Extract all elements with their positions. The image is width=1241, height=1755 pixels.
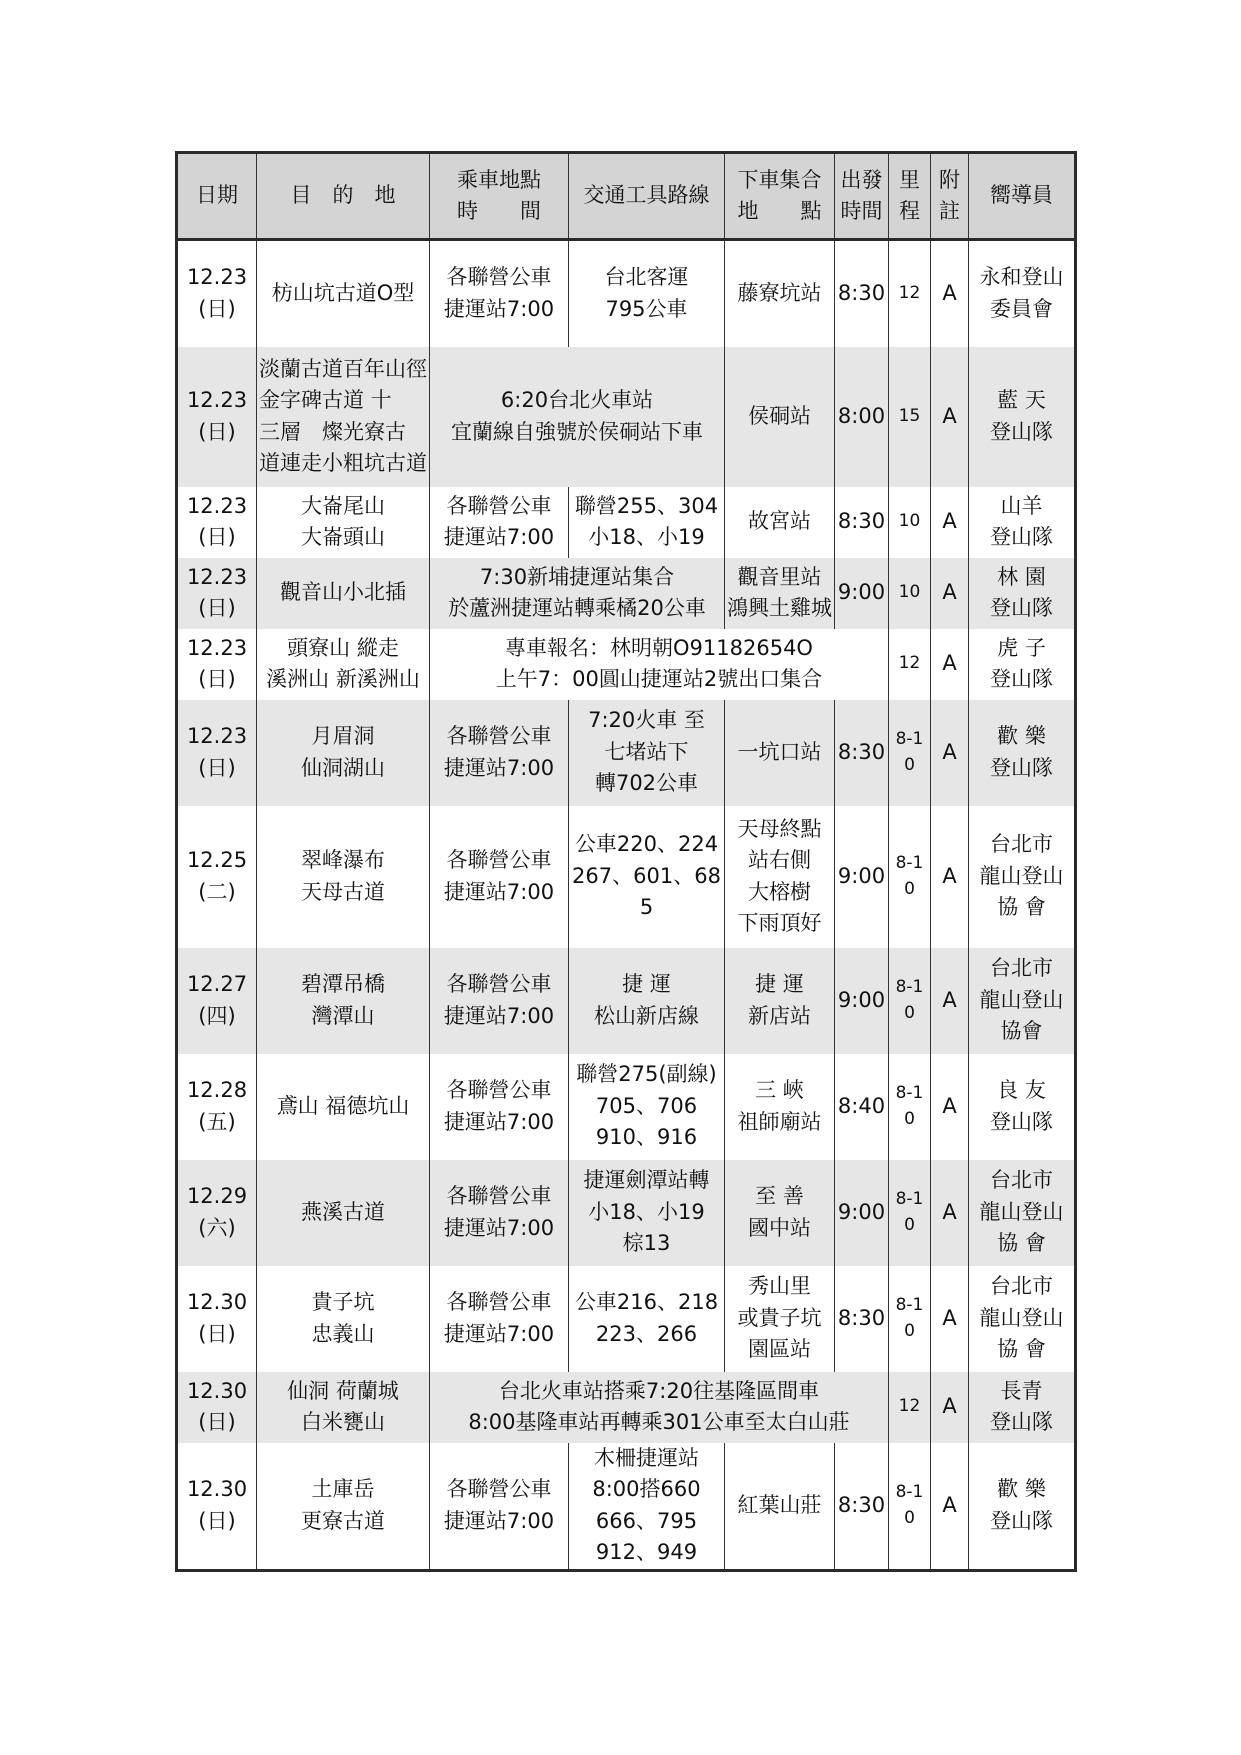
cell-meet: 一坑口站 [725, 700, 835, 806]
cell-boarding: 各聯營公車 捷運站7:00 [430, 487, 569, 558]
cell-note: A [931, 629, 969, 700]
table-row [177, 240, 1076, 347]
cell-meet: 藤寮坑站 [725, 240, 835, 347]
cell-depart: 8:30 [835, 1266, 889, 1372]
cell-boarding: 各聯營公車 捷運站7:00 [430, 806, 569, 948]
cell-boarding: 各聯營公車 捷運站7:00 [430, 1266, 569, 1372]
cell-destination: 仙洞 荷蘭城 白米甕山 [257, 1372, 430, 1443]
cell-note: A [931, 558, 969, 629]
cell-destination: 燕溪古道 [257, 1160, 430, 1266]
cell-destination: 鳶山 福德坑山 [257, 1054, 430, 1160]
cell-destination: 土庫岳 更寮古道 [257, 1443, 430, 1571]
cell-date: 12.30 (日) [177, 1443, 257, 1571]
table-row [177, 558, 1076, 629]
cell-date: 12.23 (日) [177, 700, 257, 806]
cell-depart: 9:00 [835, 558, 889, 629]
cell-guide: 歡 樂 登山隊 [969, 700, 1076, 806]
header-boarding: 乘車地點 時 間 [430, 153, 569, 240]
cell-date: 12.28 (五) [177, 1054, 257, 1160]
cell-transport: 公車216、218 223、266 [569, 1266, 725, 1372]
cell-note: A [931, 1266, 969, 1372]
cell-meet: 捷 運 新店站 [725, 948, 835, 1054]
cell-distance: 8-10 [889, 806, 931, 948]
cell-guide: 台北市 龍山登山 協 會 [969, 806, 1076, 948]
cell-boarding: 各聯營公車 捷運站7:00 [430, 1160, 569, 1266]
cell-distance: 8-10 [889, 948, 931, 1054]
cell-destination: 月眉洞 仙洞湖山 [257, 700, 430, 806]
table-row [177, 1443, 1076, 1571]
cell-date: 12.30 (日) [177, 1372, 257, 1443]
cell-date: 12.23 (日) [177, 629, 257, 700]
cell-date: 12.23 (日) [177, 487, 257, 558]
cell-destination: 淡蘭古道百年山徑 金字碑古道 十 三層 燦光寮古 道連走小粗坑古道 [257, 347, 430, 487]
cell-date: 12.23 (日) [177, 240, 257, 347]
cell-distance: 8-10 [889, 1160, 931, 1266]
cell-note: A [931, 487, 969, 558]
cell-meet: 觀音里站 鴻興土雞城 [725, 558, 835, 629]
header-depart: 出發 時間 [835, 153, 889, 240]
cell-destination: 觀音山小北插 [257, 558, 430, 629]
table-row [177, 700, 1076, 806]
cell-destination: 貴子坑 忠義山 [257, 1266, 430, 1372]
table-row [177, 629, 1076, 700]
cell-depart: 8:30 [835, 487, 889, 558]
cell-guide: 虎 子 登山隊 [969, 629, 1076, 700]
cell-note: A [931, 700, 969, 806]
cell-distance: 12 [889, 1372, 931, 1443]
header-guide: 嚮導員 [969, 153, 1076, 240]
table-row [177, 948, 1076, 1054]
cell-destination: 頭寮山 縱走 溪洲山 新溪洲山 [257, 629, 430, 700]
cell-transport: 公車220、224 267、601、685 [569, 806, 725, 948]
cell-meet: 紅葉山莊 [725, 1443, 835, 1571]
table-row [177, 347, 1076, 487]
cell-boarding: 各聯營公車 捷運站7:00 [430, 948, 569, 1054]
cell-depart: 8:40 [835, 1054, 889, 1160]
header-transport: 交通工具路線 [569, 153, 725, 240]
cell-note: A [931, 806, 969, 948]
cell-date: 12.23 (日) [177, 347, 257, 487]
cell-date: 12.27 (四) [177, 948, 257, 1054]
header-meet: 下車集合 地 點 [725, 153, 835, 240]
cell-depart: 8:00 [835, 347, 889, 487]
cell-boarding: 各聯營公車 捷運站7:00 [430, 700, 569, 806]
cell-depart: 9:00 [835, 1160, 889, 1266]
cell-date: 12.29 (六) [177, 1160, 257, 1266]
cell-transport: 捷運劍潭站轉 小18、小19 棕13 [569, 1160, 725, 1266]
cell-depart: 9:00 [835, 806, 889, 948]
cell-distance: 12 [889, 629, 931, 700]
cell-transport: 木柵捷運站 8:00搭660 666、795 912、949 [569, 1443, 725, 1571]
table-row [177, 487, 1076, 558]
cell-depart: 8:30 [835, 240, 889, 347]
cell-merged-route: 7:30新埔捷運站集合 於蘆洲捷運站轉乘橘20公車 [430, 558, 725, 629]
cell-date: 12.30 (日) [177, 1266, 257, 1372]
cell-meet: 侯硐站 [725, 347, 835, 487]
cell-transport: 聯營275(副線) 705、706 910、916 [569, 1054, 725, 1160]
cell-guide: 永和登山 委員會 [969, 240, 1076, 347]
cell-guide: 良 友 登山隊 [969, 1054, 1076, 1160]
cell-depart: 8:30 [835, 1443, 889, 1571]
cell-merged-route: 專車報名：林明朝O91182654O 上午7：00圓山捷運站2號出口集合 [430, 629, 889, 700]
cell-distance: 8-10 [889, 1443, 931, 1571]
cell-note: A [931, 240, 969, 347]
hiking-schedule-table [175, 151, 1077, 1572]
cell-meet: 至 善 國中站 [725, 1160, 835, 1266]
cell-destination: 枋山坑古道O型 [257, 240, 430, 347]
cell-distance: 8-10 [889, 700, 931, 806]
cell-boarding: 各聯營公車 捷運站7:00 [430, 240, 569, 347]
cell-merged-route: 6:20台北火車站 宜蘭線自強號於侯硐站下車 [430, 347, 725, 487]
cell-note: A [931, 1160, 969, 1266]
cell-distance: 8-10 [889, 1054, 931, 1160]
cell-transport: 捷 運 松山新店線 [569, 948, 725, 1054]
cell-guide: 山羊 登山隊 [969, 487, 1076, 558]
cell-transport: 聯營255、304 小18、小19 [569, 487, 725, 558]
table-row [177, 1054, 1076, 1160]
table-row [177, 806, 1076, 948]
cell-transport: 台北客運 795公車 [569, 240, 725, 347]
cell-note: A [931, 1443, 969, 1571]
cell-date: 12.25 (二) [177, 806, 257, 948]
cell-guide: 藍 天 登山隊 [969, 347, 1076, 487]
header-destination: 目 的 地 [257, 153, 430, 240]
cell-guide: 台北市 龍山登山 協 會 [969, 1266, 1076, 1372]
cell-distance: 12 [889, 240, 931, 347]
table-row [177, 1160, 1076, 1266]
table-row [177, 1372, 1076, 1443]
cell-note: A [931, 948, 969, 1054]
table-header-row [177, 153, 1076, 240]
header-distance: 里 程 [889, 153, 931, 240]
cell-note: A [931, 1372, 969, 1443]
header-note: 附 註 [931, 153, 969, 240]
table-row [177, 1266, 1076, 1372]
cell-boarding: 各聯營公車 捷運站7:00 [430, 1054, 569, 1160]
cell-destination: 翠峰瀑布 天母古道 [257, 806, 430, 948]
cell-guide: 林 園 登山隊 [969, 558, 1076, 629]
cell-boarding: 各聯營公車 捷運站7:00 [430, 1443, 569, 1571]
cell-guide: 台北市 龍山登山 協 會 [969, 1160, 1076, 1266]
header-date: 日期 [177, 153, 257, 240]
cell-merged-route: 台北火車站搭乘7:20往基隆區間車 8:00基隆車站再轉乘301公車至太白山莊 [430, 1372, 889, 1443]
cell-distance: 10 [889, 487, 931, 558]
cell-transport: 7:20火車 至 七堵站下 轉702公車 [569, 700, 725, 806]
cell-destination: 大崙尾山 大崙頭山 [257, 487, 430, 558]
cell-depart: 9:00 [835, 948, 889, 1054]
cell-note: A [931, 347, 969, 487]
cell-meet: 秀山里 或貴子坑 園區站 [725, 1266, 835, 1372]
cell-distance: 8-10 [889, 1266, 931, 1372]
cell-guide: 台北市 龍山登山 協會 [969, 948, 1076, 1054]
cell-meet: 天母終點 站右側 大榕樹 下雨頂好 [725, 806, 835, 948]
cell-distance: 15 [889, 347, 931, 487]
cell-destination: 碧潭吊橋 灣潭山 [257, 948, 430, 1054]
cell-guide: 歡 樂 登山隊 [969, 1443, 1076, 1571]
cell-note: A [931, 1054, 969, 1160]
cell-distance: 10 [889, 558, 931, 629]
cell-date: 12.23 (日) [177, 558, 257, 629]
cell-guide: 長青 登山隊 [969, 1372, 1076, 1443]
cell-meet: 故宮站 [725, 487, 835, 558]
cell-depart: 8:30 [835, 700, 889, 806]
cell-meet: 三 峽 祖師廟站 [725, 1054, 835, 1160]
